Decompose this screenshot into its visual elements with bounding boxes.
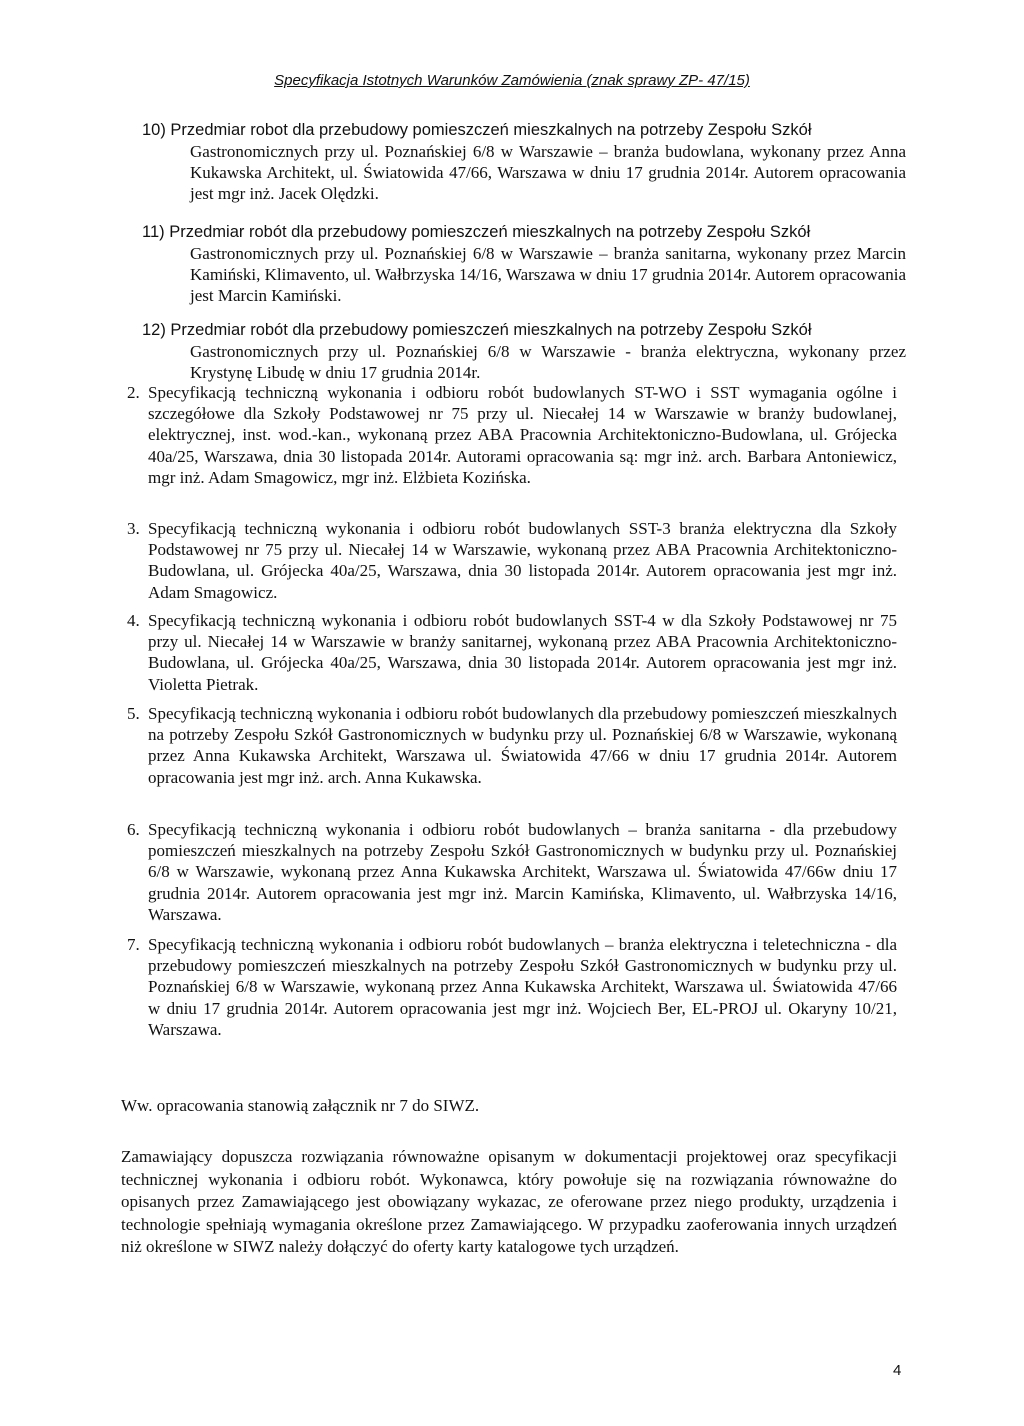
subitem-11-head: 11) Przedmiar robót dla przebudowy pomieszczeń mieszkalnych na potrzeby Zespołu Szkół: [142, 223, 811, 241]
item-3-number: 3.: [127, 519, 140, 538]
item-5-number: 5.: [127, 704, 140, 723]
subitem-10-head: 10) Przedmiar robot dla przebudowy pomieszczeń mieszkalnych na potrzeby Zespołu Szkół: [142, 121, 812, 139]
item-2: [127, 382, 897, 488]
page-header: Specyfikacja Istotnych Warunków Zamówienia (znak sprawy ZP- 47/15): [274, 72, 750, 89]
item-6: [127, 819, 897, 925]
page-number: 4: [893, 1362, 902, 1379]
item-4-text: Specyfikacją techniczną wykonania i odbioru robót budowlanych SST-4 w dla Szkoły Podstawowej nr 75 przy ul. Niecałej 14 w Warszawie w branży sanitarnej, wykonaną przez ABA Pracownia Architektoniczno-Budowlana, ul. Grójecka 40a/25, Warszawa, dnia 30 listopada 2014r. Autorem opracowania jest mgr inż. Violetta Pietrak.: [148, 611, 897, 694]
item-4: [127, 610, 897, 695]
subitem-12-head: 12) Przedmiar robót dla przebudowy pomieszczeń mieszkalnych na potrzeby Zespołu Szkół: [142, 321, 812, 339]
item-6-text: Specyfikacją techniczną wykonania i odbioru robót budowlanych – branża sanitarna - dla przebudowy pomieszczeń mieszkalnych na potrzeby Zespołu Szkół Gastronomicznych w budynku przy ul. Poznańskiej 6/8 w Warszawie, wykonaną przez Anna Kukawska Architekt, Warszawa ul. Światowida 47/66w dniu 17 grudnia 2014r. Autorem opracowania jest mgr inż. Marcin Kamińska, Klimavento, ul. Wałbrzyska 14/16, Warszawa.: [148, 820, 897, 924]
subitem-11: [142, 222, 906, 306]
item-5-text: Specyfikacją techniczną wykonania i odbioru robót budowlanych dla przebudowy pomieszczeń mieszkalnych na potrzeby Zespołu Szkół Gastronomicznych w budynku przy ul. Poznańskiej 6/8 w Warszawie, wykonaną przez Anna Kukawska Architekt, Warszawa ul. Światowida 47/66 w dniu 17 grudnia 2014r. Autorem opracowania jest mgr inż. arch. Anna Kukawska.: [148, 704, 897, 787]
item-5: [127, 703, 897, 788]
item-7-text: Specyfikacją techniczną wykonania i odbioru robót budowlanych – branża elektryczna i teletechniczna - dla przebudowy pomieszczeń mieszkalnych na potrzeby Zespołu Szkół Gastronomicznych w budynku przy ul. Poznańskiej 6/8 w Warszawie, wykonaną przez Anna Kukawska Architekt, Warszawa ul. Światowida 47/66 w dniu 17 grudnia 2014r. Autorem opracowania jest mgr inż. Wojciech Ber, EL-PROJ ul. Okaryny 10/21, Warszawa.: [148, 935, 897, 1039]
item-4-number: 4.: [127, 611, 140, 630]
subitem-10: [142, 120, 906, 204]
equivalence-paragraph: Zamawiający dopuszcza rozwiązania równoważne opisanym w dokumentacji projektowej oraz specyfikacji technicznej wykonania i odbioru robót. Wykonawca, który powołuje się na rozwiązania równoważne do opisanych przez Zamawiającego jest obowiązany wykazac, ze oferowane przez niego produkty, urządzenia i technologie spełniają wymagania określone przez Zamawiającego. W przypadku zaoferowania innych urządzeń niż określone w SIWZ należy dołączyć do oferty karty katalogowe tych urządzeń.: [121, 1147, 897, 1256]
subitem-12-text: Gastronomicznych przy ul. Poznańskiej 6/8 w Warszawie - branża elektryczna, wykonany przez Krystynę Libudę w dniu 17 grudnia 2014r.: [190, 342, 906, 382]
item-2-number: 2.: [127, 383, 140, 402]
subitem-12: [142, 320, 906, 383]
subitem-10-text: Gastronomicznych przy ul. Poznańskiej 6/8 w Warszawie – branża budowlana, wykonany przez Anna Kukawska Architekt, ul. Światowida 47/66, Warszawa w dniu 17 grudnia 2014r. Autorem opracowania jest mgr inż. Jacek Olędzki.: [190, 142, 906, 203]
item-7: [127, 934, 897, 1040]
item-6-number: 6.: [127, 820, 140, 839]
attachment-note: Ww. opracowania stanowią załącznik nr 7 do SIWZ.: [121, 1096, 480, 1115]
item-3: [127, 518, 897, 603]
subitem-11-text: Gastronomicznych przy ul. Poznańskiej 6/8 w Warszawie – branża sanitarna, wykonany przez Marcin Kamiński, Klimavento, ul. Wałbrzyska 14/16, Warszawa w dniu 17 grudnia 2014r. Autorem opracowania jest Marcin Kamiński.: [190, 244, 906, 305]
item-2-text: Specyfikacją techniczną wykonania i odbioru robót budowlanych ST-WO i SST wymagania ogólne i szczegółowe dla Szkoły Podstawowej nr 75 przy ul. Niecałej 14 w Warszawie w branży budowlanej, elektrycznej, inst. wod.-kan., wykonaną przez ABA Pracownia Architektoniczno-Budowlana, ul. Grójecka 40a/25, Warszawa, dnia 30 listopada 2014r. Autorami opracowania są: mgr inż. arch. Barbara Antoniewicz, mgr inż. Adam Smagowicz, mgr inż. Elżbieta Kozińska.: [148, 383, 897, 487]
item-3-text: Specyfikacją techniczną wykonania i odbioru robót budowlanych SST-3 branża elektryczna dla Szkoły Podstawowej nr 75 przy ul. Niecałej 14 w Warszawie, wykonaną przez ABA Pracownia Architektoniczno-Budowlana, ul. Grójecka 40a/25, Warszawa, dnia 30 listopada 2014r. Autorem opracowania jest mgr inż. Adam Smagowicz.: [148, 519, 897, 602]
item-7-number: 7.: [127, 935, 140, 954]
